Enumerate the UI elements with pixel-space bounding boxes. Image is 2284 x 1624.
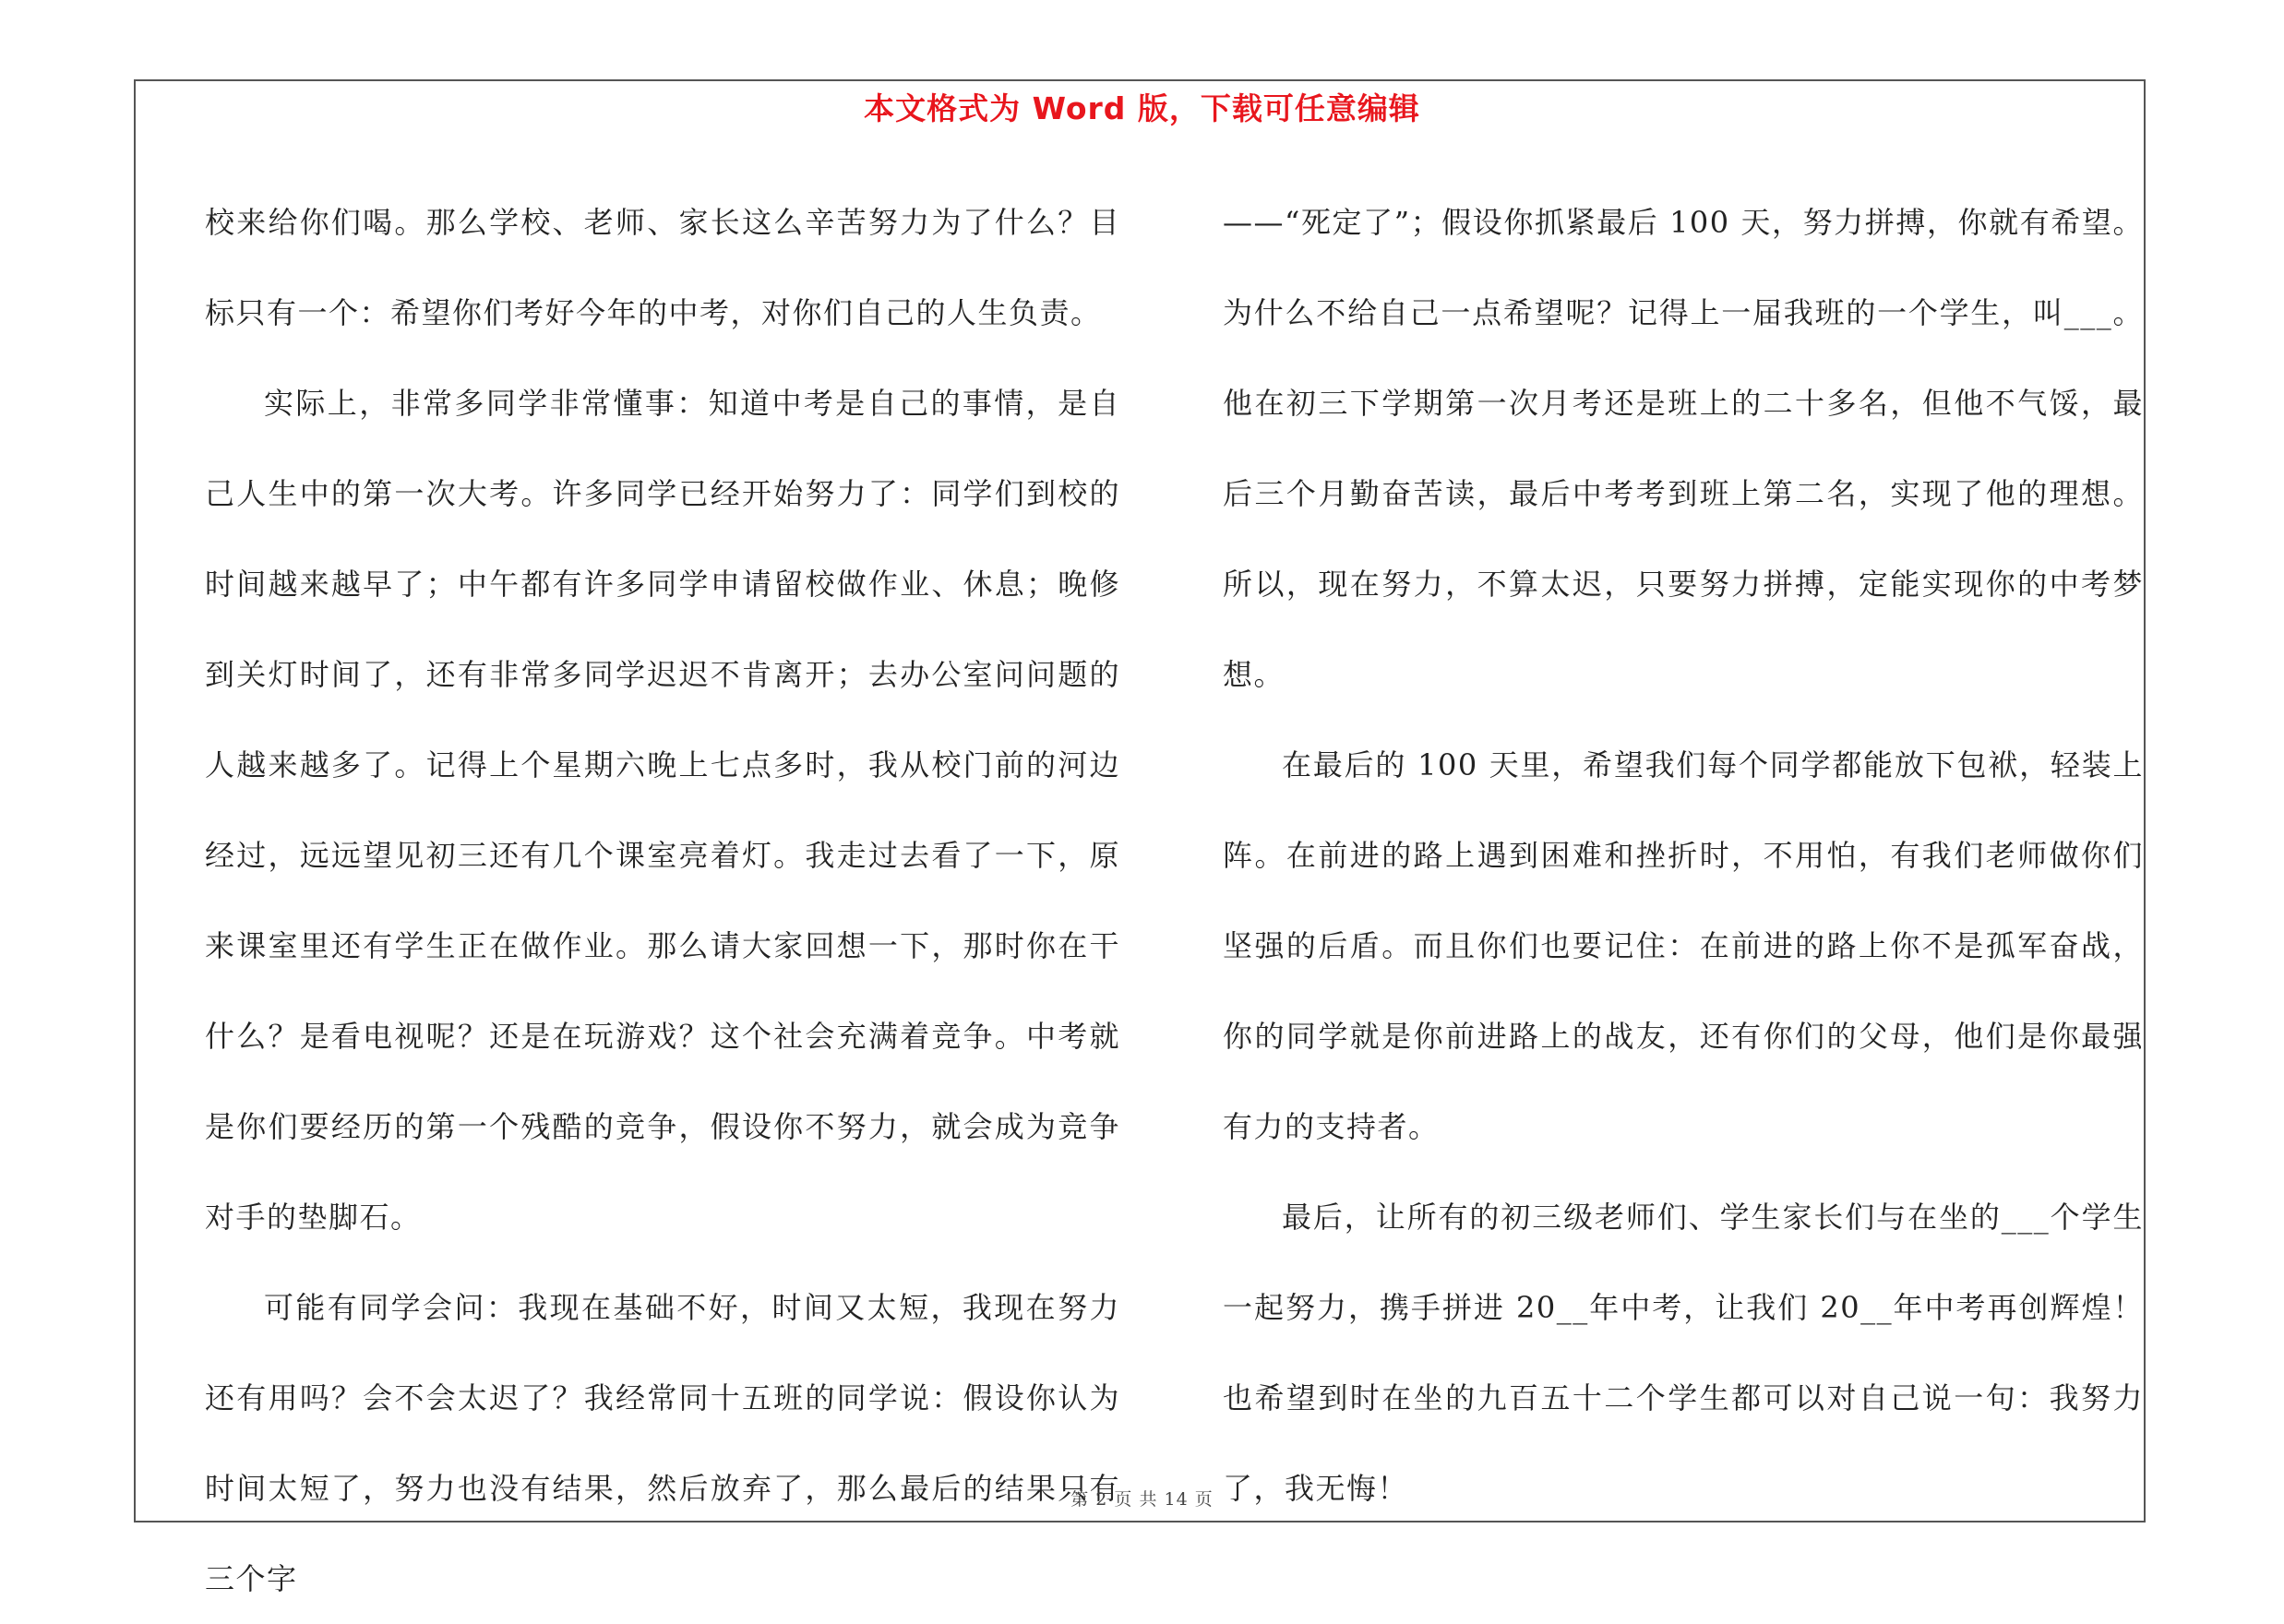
word-format-banner: 本文格式为 Word 版，下载可任意编辑 bbox=[864, 90, 1420, 126]
paragraph-right-3: 最后，让所有的初三级老师们、学生家长们与在坐的___个学生一起努力，携手拼进 20__年中考，让我们 20__年中考再创辉煌！也希望到时在坐的九百五十二个学生都可以对自己说一句：我努力了，我无悔！ bbox=[1223, 1200, 2144, 1506]
page-number: 第 2 页 共 14 页 bbox=[1070, 1489, 1214, 1510]
paragraph-right-2: 在最后的 100 天里，希望我们每个同学都能放下包袱，轻装上阵。在前进的路上遇到困难和挫折时，不用怕，有我们老师做你们坚强的后盾。而且你们也要记住：在前进的路上你不是孤军奋战，你的同学就是你前进路上的战友，还有你们的父母，他们是你最强有力的支持者。 bbox=[1223, 747, 2144, 1144]
paragraph-left-3: 可能有同学会问：我现在基础不好，时间又太短，我现在努力还有用吗？会不会太迟了？我经常同十五班的同学说：假设你认为时间太短了，努力也没有结果，然后放弃了，那么最后的结果只有三个字 bbox=[205, 1290, 1120, 1596]
paragraph-left-1: 校来给你们喝。那么学校、老师、家长这么辛苦努力为了什么？目标只有一个：希望你们考好今年的中考，对你们自己的人生负责。 bbox=[205, 205, 1120, 330]
paragraph-right-1: ——“死定了”；假设你抓紧最后 100 天，努力拼搏，你就有希望。为什么不给自己一点希望呢？记得上一届我班的一个学生，叫___。他在初三下学期第一次月考还是班上的二十多名，但他不气馁，最后三个月勤奋苦读，最后中考考到班上第二名，实现了他的理想。所以，现在努力，不算太迟，只要努力拼搏，定能实现你的中考梦想。 bbox=[1223, 205, 2144, 692]
paragraph-left-2: 实际上，非常多同学非常懂事：知道中考是自己的事情，是自己人生中的第一次大考。许多同学已经开始努力了：同学们到校的时间越来越早了；中午都有许多同学申请留校做作业、休息；晚修到关灯时间了，还有非常多同学迟迟不肯离开；去办公室问问题的人越来越多了。记得上个星期六晚上七点多时，我从校门前的河边经过，远远望见初三还有几个课室亮着灯。我走过去看了一下，原来课室里还有学生正在做作业。那么请大家回想一下，那时你在干什么？是看电视呢？还是在玩游戏？这个社会充满着竞争。中考就是你们要经历的第一个残酷的竞争，假设你不努力，就会成为竞争对手的垫脚石。 bbox=[205, 386, 1120, 1235]
left-text-column bbox=[205, 177, 1120, 1624]
right-text-column bbox=[1223, 177, 2144, 1534]
